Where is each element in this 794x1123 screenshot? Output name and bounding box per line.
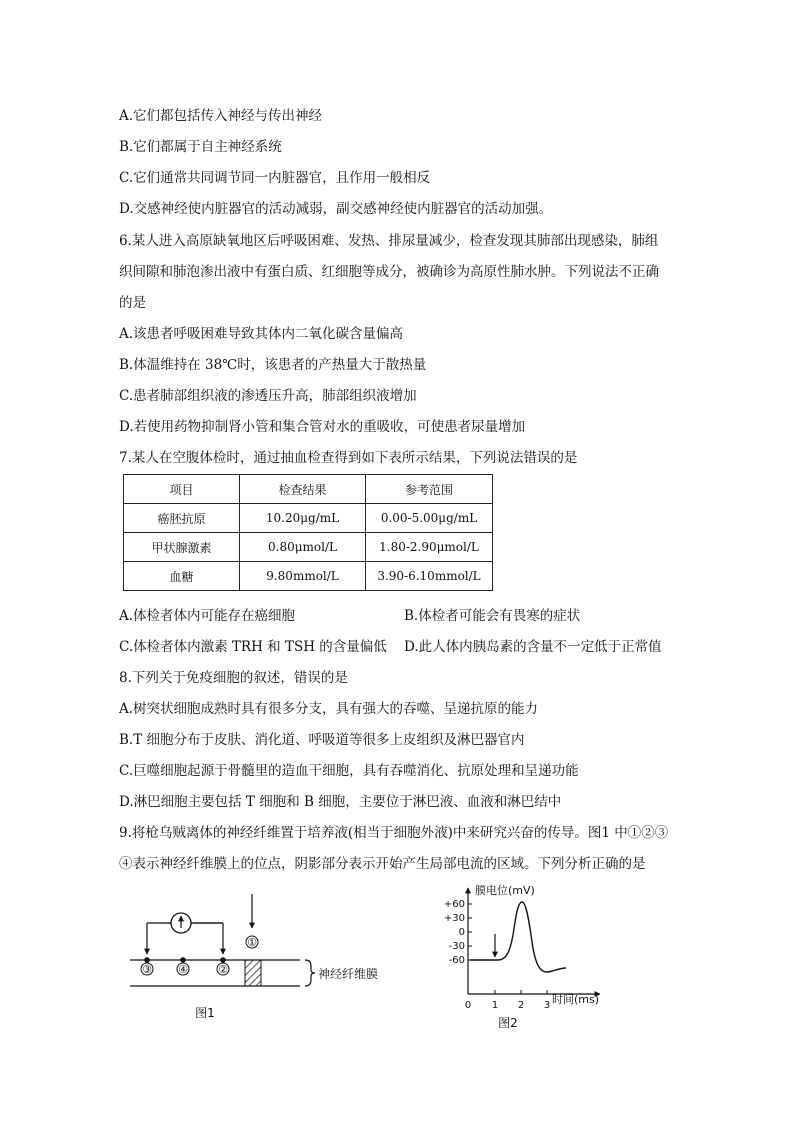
q7-stem: 7.某人在空腹体检时，通过抽血检查得到如下表所示结果，下列说法错误的是 [119,450,578,466]
q6-stem-line-3: 的是 [119,295,146,311]
figure-2 [440,880,620,1030]
q9-stem-line-2: ④表示神经纤维膜上的位点，阴影部分表示开始产生局部电流的区域。下列分析正确的是 [119,856,646,872]
q7-option-c: C.体检者体内激素 TRH 和 TSH 的含量偏低 [119,639,387,655]
table-header-range: 参考范围 [366,475,493,504]
q8-option-b: B.T 细胞分布于皮肤、消化道、呼吸道等很多上皮组织及淋巴器官内 [119,732,525,748]
y-axis-label: 膜电位(mV) [475,884,535,897]
table-row [124,504,493,533]
q5-option-d: D.交感神经使内脏器官的活动减弱，副交感神经使内脏器官的活动加强。 [119,201,553,217]
q6-stem-line-1: 6.某人进入高原缺氧地区后呼吸困难、发热、排尿量减少，检查发现其肺部出现感染，肺组 [119,233,659,249]
q6-stem-line-2: 织间隙和肺泡渗出液中有蛋白质、红细胞等成分，被确诊为高原性肺水肿。下列说法不正确 [119,264,659,280]
point-1-label: ① [247,936,257,949]
point-3-label: ③ [142,963,152,976]
q8-option-d: D.淋巴细胞主要包括 T 细胞和 B 细胞，主要位于淋巴液、血液和淋巴结中 [119,794,562,810]
y-tick-label: 0 [458,927,465,938]
x-tick-label: 2 [517,1000,525,1011]
table-header-row [124,475,493,504]
q9-stem-line-1: 9.将枪乌贼离体的神经纤维置于培养液(相当于细胞外液)中来研究兴奋的传导。图1 中①②③ [119,825,669,841]
table-cell: 1.80-2.90μmol/L [366,533,493,562]
action-potential-curve [470,902,566,972]
y-tick-label: -30 [448,941,465,952]
table-cell: 0.80μmol/L [240,533,366,562]
q5-option-b: B.它们都属于自主神经系统 [119,139,282,155]
point-2-label: ② [218,963,228,976]
q6-option-c: C.患者肺部组织液的渗透压升高，肺部组织液增加 [119,388,417,404]
local-current-region [245,960,261,986]
y-tick-label: +30 [443,913,465,924]
figure-1-caption: 图1 [195,1006,215,1020]
table-cell: 3.90-6.10mmol/L [366,562,493,591]
x-axis-label: 时间(ms) [552,993,600,1006]
q8-option-c: C.巨噬细胞起源于骨髓里的造血干细胞，具有吞噬消化、抗原处理和呈递功能 [119,763,579,779]
table-cell: 0.00-5.00μg/mL [366,504,493,533]
table-row [124,562,493,591]
x-tick-label: 0 [464,1000,472,1011]
q7-options-row-2 [119,635,679,655]
q7-option-b: B.体检者可能会有畏寒的症状 [404,608,581,624]
table-header-result: 检查结果 [240,475,366,504]
membrane-brace [305,960,315,986]
table-cell: 9.80mmol/L [240,562,366,591]
y-tick-label: +60 [443,899,465,910]
point-4-label: ④ [178,963,188,976]
table-cell: 甲状腺激素 [124,533,240,562]
q8-stem: 8.下列关于免疫细胞的叙述，错误的是 [119,670,348,686]
q7-options-row-1 [119,604,679,624]
membrane-label: 神经纤维膜 [318,967,379,981]
q7-option-a: A.体检者体内可能存在癌细胞 [119,608,296,624]
table-cell: 血糖 [124,562,240,591]
y-tick-label: -60 [448,955,465,966]
results-table [123,474,493,591]
q8-option-a: A.树突状细胞成熟时具有很多分支，具有强大的吞噬、呈递抗原的能力 [119,701,539,717]
table-cell: 10.20μg/mL [240,504,366,533]
table-row [124,533,493,562]
figure-2-caption: 图2 [498,1016,518,1030]
table-header-item: 项目 [124,475,240,504]
q7-option-d: D.此人体内胰岛素的含量不一定低于正常值 [404,639,662,655]
q5-option-c: C.它们通常共同调节同一内脏器官，且作用一般相反 [119,170,431,186]
x-tick-label: 1 [491,1000,499,1011]
x-tick-label: 3 [543,1000,551,1011]
table-cell: 癌胚抗原 [124,504,240,533]
q6-option-b: B.体温维持在 38℃时，该患者的产热量大于散热量 [119,357,427,373]
q6-option-a: A.该患者呼吸困难导致其体内二氧化碳含量偏高 [119,326,404,342]
q6-option-d: D.若使用药物抑制肾小管和集合管对水的重吸收，可使患者尿量增加 [119,419,526,435]
figure-1 [125,890,425,1025]
q5-option-a: A.它们都包括传入神经与传出神经 [119,108,323,124]
